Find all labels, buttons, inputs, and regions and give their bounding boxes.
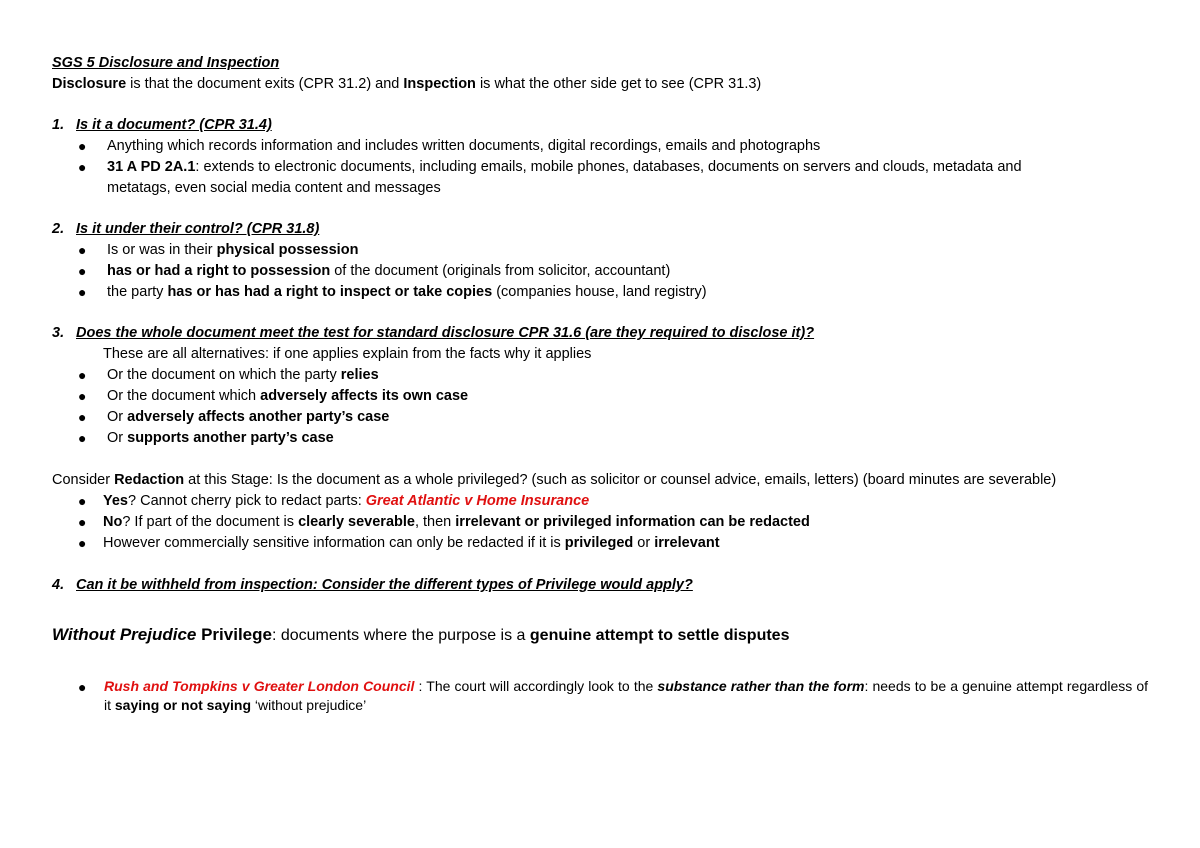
intro-text-1: is that the document exits (CPR 31.2) and — [126, 76, 404, 92]
q3-bullet-3-text: Or — [107, 409, 128, 425]
however-bold-1: privileged — [564, 535, 634, 551]
redaction-yes — [103, 491, 589, 511]
q1-bullet-2-text: : extends to electronic documents, including emails, mobile phones, databases, documents on servers and clouds, metadata and — [195, 159, 1022, 175]
q1-number: 1. — [52, 117, 65, 133]
rush-text-2: : needs to be a genuine attempt regardless of it — [104, 678, 1149, 713]
q2-heading: Is it under their control? (CPR 31.8) — [76, 221, 320, 237]
intro-text-2: is what the other side get to see (CPR 31.3) — [475, 76, 762, 92]
bullet-icon: ● — [78, 493, 87, 509]
q3-number: 3. — [52, 325, 65, 341]
q2-bullet-1-bold: physical possession — [216, 242, 359, 258]
no-label: No — [103, 514, 123, 530]
q3-bullet-1 — [107, 365, 379, 385]
q2-bullet-3 — [107, 282, 707, 302]
bullet-icon: ● — [78, 514, 87, 530]
q2-bullet-3-text-2: (companies house, land registry) — [492, 284, 707, 300]
rush-text-3: ‘without prejudice’ — [251, 697, 367, 713]
q1-bullet-1: Anything which records information and includes written documents, digital recordings, emails and photographs — [107, 138, 821, 154]
however-bold-2: irrelevant — [654, 535, 720, 551]
redaction-however — [103, 533, 720, 553]
yes-label: Yes — [103, 493, 128, 509]
wpp-line — [52, 624, 789, 647]
q1-bullet-2-line-2: metatags, even social media content and messages — [107, 180, 441, 196]
no-bold-1: clearly severable — [298, 514, 415, 530]
redaction-text-2: at this Stage: Is the document as a whole privileged? (such as solicitor or counsel advice, emails, letters) (board minutes are severable) — [184, 472, 1057, 488]
q3-bullet-2-bold: adversely affects its own case — [260, 388, 469, 404]
rush-bold-italic: substance rather than the form — [657, 678, 865, 694]
q2-bullet-2-text: of the document (originals from solicitor, accountant) — [330, 263, 671, 279]
wpp-lead-bold: Privilege — [196, 625, 272, 644]
intro-line — [52, 74, 761, 94]
bullet-icon: ● — [78, 535, 87, 551]
q3-subtext: These are all alternatives: if one applies explain from the facts why it applies — [103, 346, 592, 362]
q3-bullet-2 — [107, 386, 468, 406]
bullet-icon: ● — [78, 367, 87, 383]
wpp-bold: genuine attempt to settle disputes — [529, 627, 790, 644]
no-bold-2: irrelevant or privileged information can be redacted — [455, 514, 810, 530]
however-text-1: However commercially sensitive information can only be redacted if it is — [103, 535, 565, 551]
q3-bullet-3 — [107, 407, 389, 427]
q3-bullet-1-text: Or the document on which the party — [107, 367, 341, 383]
bullet-icon: ● — [78, 679, 87, 695]
yes-text: ? Cannot cherry pick to redact parts: — [128, 493, 366, 509]
q2-bullet-2-bold: has or had a right to possession — [107, 263, 331, 279]
q4-number: 4. — [52, 577, 65, 593]
q2-bullet-1-text: Is or was in their — [107, 242, 217, 258]
disclosure-term: Disclosure — [52, 76, 127, 92]
q3-bullet-4-text: Or — [107, 430, 128, 446]
q1-heading: Is it a document? (CPR 31.4) — [76, 117, 272, 133]
bullet-icon: ● — [78, 284, 87, 300]
rush-tompkins-case: Rush and Tompkins v Greater London Council — [104, 678, 415, 694]
wpp-text: : documents where the purpose is a — [271, 627, 530, 644]
no-text-1: ? If part of the document is — [122, 514, 299, 530]
redaction-no — [103, 512, 810, 532]
bullet-icon: ● — [78, 388, 87, 404]
q1-bullet-2-line-1 — [107, 157, 1022, 177]
bullet-icon: ● — [78, 409, 87, 425]
q2-bullet-3-text-1: the party — [107, 284, 168, 300]
bullet-icon: ● — [78, 430, 87, 446]
rush-bold: saying or not saying — [114, 697, 252, 713]
redaction-term: Redaction — [114, 472, 185, 488]
q3-bullet-3-bold: adversely affects another party’s case — [127, 409, 390, 425]
inspection-term: Inspection — [403, 76, 476, 92]
bullet-icon: ● — [78, 263, 87, 279]
bullet-icon: ● — [78, 138, 87, 154]
however-text-2: or — [633, 535, 655, 551]
pd-reference: 31 A PD 2A.1 — [107, 159, 196, 175]
no-text-2: , then — [414, 514, 456, 530]
bullet-icon: ● — [78, 159, 87, 175]
q3-heading: Does the whole document meet the test for standard disclosure CPR 31.6 (are they required to disclose it)? — [76, 325, 815, 341]
bullet-icon: ● — [78, 242, 87, 258]
redaction-line — [52, 470, 1056, 490]
rush-tompkins-paragraph — [104, 677, 1148, 715]
q2-number: 2. — [52, 221, 65, 237]
q3-bullet-4-bold: supports another party’s case — [127, 430, 334, 446]
q4-heading: Can it be withheld from inspection: Consider the different types of Privilege would apply? — [76, 577, 693, 593]
q3-bullet-4 — [107, 428, 334, 448]
q3-bullet-1-bold: relies — [340, 367, 379, 383]
redaction-text-1: Consider — [52, 472, 115, 488]
q2-bullet-2 — [107, 261, 670, 281]
great-atlantic-case: Great Atlantic v Home Insurance — [365, 493, 590, 509]
document-title: SGS 5 Disclosure and Inspection — [52, 55, 280, 71]
q2-bullet-3-bold: has or has had a right to inspect or take copies — [167, 284, 493, 300]
q2-bullet-1 — [107, 240, 358, 260]
rush-text-1: : The court will accordingly look to the — [414, 678, 658, 694]
q3-bullet-2-text: Or the document which — [107, 388, 261, 404]
wpp-lead-italic: Without Prejudice — [52, 625, 197, 644]
